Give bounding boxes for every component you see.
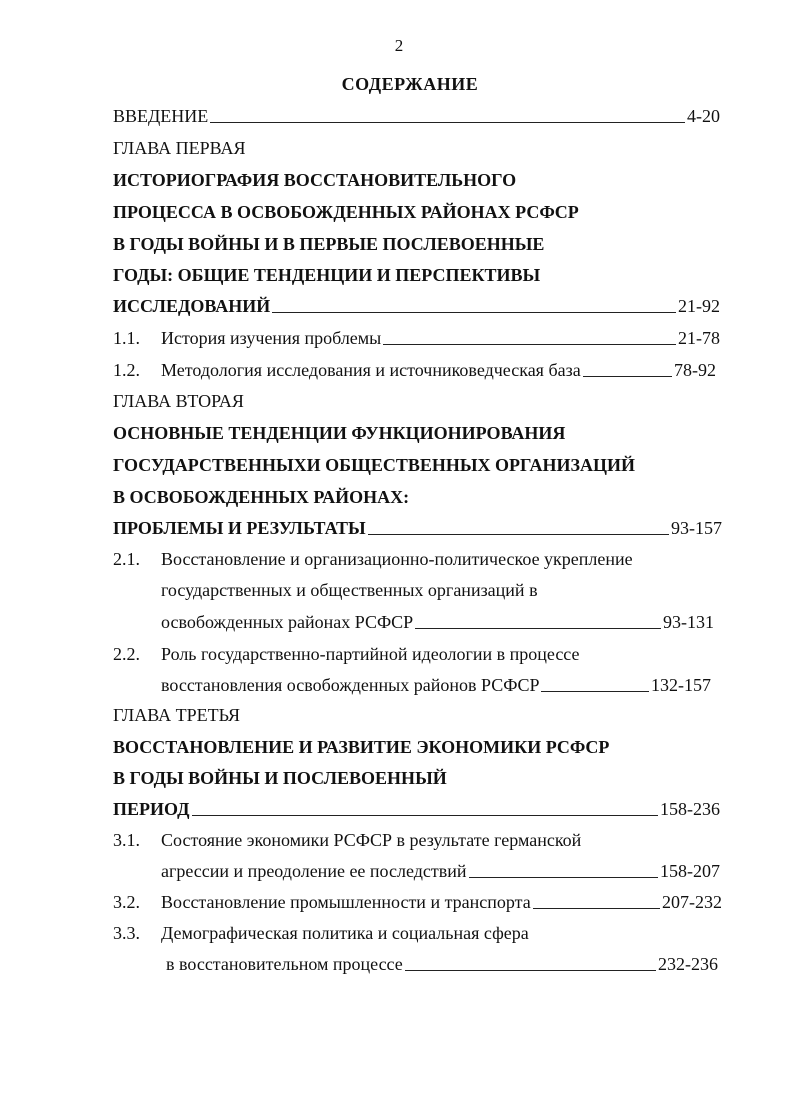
section-title: Восстановление промышленности и транспорта [161,892,531,912]
leader-line [192,814,659,816]
page-number: 2 [394,36,404,55]
section-title: в восстановительном процессе [166,954,403,974]
chapter-heading: ГЛАВА ВТОРАЯ [113,391,244,411]
chapter-title-line: ИСТОРИОГРАФИЯ ВОССТАНОВИТЕЛЬНОГО [113,170,517,190]
section-title: освобожденных районах РСФСР [161,612,414,632]
entry-label: ВВЕДЕНИЕ [113,106,209,126]
toc-entry-chapter3[interactable] [113,799,720,820]
toc-entry-chapter2[interactable] [113,518,722,539]
leader-line [533,907,660,909]
entry-pages: 232-236 [658,954,718,974]
leader-line [583,375,672,377]
toc-entry-section[interactable] [113,360,716,381]
section-title: Методология исследования и источниковедческая база [161,360,581,380]
entry-pages: 93-131 [663,612,714,632]
entry-pages: 21-78 [678,328,720,348]
toc-entry-section[interactable] [166,954,718,975]
section-title[interactable]: Демографическая политика и социальная сфера [161,923,529,943]
entry-pages: 158-236 [660,799,720,819]
chapter-title-line: ПРОЦЕССА В ОСВОБОЖДЕННЫХ РАЙОНАХ РСФСР [113,202,579,222]
chapter-title-line: В ГОДЫ ВОЙНЫ И В ПЕРВЫЕ ПОСЛЕВОЕННЫЕ [113,234,545,254]
section-title: агрессии и преодоление ее последствий [161,861,467,881]
chapter-heading: ГЛАВА ТРЕТЬЯ [113,705,241,725]
chapter-title-line: ОСНОВНЫЕ ТЕНДЕНЦИИ ФУНКЦИОНИРОВАНИЯ [113,423,566,443]
section-title: восстановления освобожденных районов РСФСР [161,675,540,695]
entry-pages: 21-92 [678,296,720,316]
toc-entry-section[interactable] [161,675,711,696]
chapter-title-line: ИССЛЕДОВАНИЙ [113,296,271,316]
toc-entry-intro[interactable] [113,106,720,127]
chapter-title-line: ВОССТАНОВЛЕНИЕ И РАЗВИТИЕ ЭКОНОМИКИ РСФСР [113,737,610,757]
section-number: 3.1. [113,830,140,850]
toc-entry-chapter1[interactable] [113,296,720,317]
entry-pages: 78-92 [674,360,716,380]
section-title[interactable]: Восстановление и организационно-политическое укрепление [161,549,633,569]
leader-line [469,876,659,878]
chapter-title-line: ГОДЫ: ОБЩИЕ ТЕНДЕНЦИИ И ПЕРСПЕКТИВЫ [113,265,541,285]
entry-pages: 93-157 [671,518,722,538]
section-number: 3.2. [113,892,140,912]
chapter-title-line: В ГОДЫ ВОЙНЫ И ПОСЛЕВОЕННЫЙ [113,768,447,788]
entry-pages: 158-207 [660,861,720,881]
chapter-title-line: ПЕРИОД [113,799,190,819]
section-number: 2.1. [113,549,140,569]
leader-line [210,121,685,123]
leader-line [272,311,676,313]
chapter-title-line: В ОСВОБОЖДЕННЫХ РАЙОНАХ: [113,487,410,507]
section-number: 1.1. [113,328,140,348]
section-number: 1.2. [113,360,140,380]
section-number: 2.2. [113,644,140,664]
toc-entry-section[interactable] [161,612,714,633]
toc-entry-section[interactable] [161,861,720,882]
toc-title: СОДЕРЖАНИЕ [341,74,479,94]
entry-pages: 4-20 [687,106,720,126]
leader-line [541,690,649,692]
section-title: История изучения проблемы [161,328,382,348]
entry-pages: 132-157 [651,675,711,695]
section-title[interactable]: Состояние экономики РСФСР в результате германской [161,830,582,850]
section-number: 3.3. [113,923,140,943]
toc-entry-section[interactable] [113,328,720,349]
chapter-title-line: ГОСУДАРСТВЕННЫХИ ОБЩЕСТВЕННЫХ ОРГАНИЗАЦИЙ [113,455,636,475]
chapter-title-line: ПРОБЛЕМЫ И РЕЗУЛЬТАТЫ [113,518,366,538]
leader-line [383,343,676,345]
entry-pages: 207-232 [662,892,722,912]
section-title[interactable]: Роль государственно-партийной идеологии в процессе [161,644,580,664]
section-title[interactable]: государственных и общественных организаций в [161,580,538,600]
chapter-heading: ГЛАВА ПЕРВАЯ [113,138,246,158]
leader-line [405,969,656,971]
leader-line [368,533,669,535]
toc-entry-section[interactable] [113,892,722,913]
leader-line [415,627,661,629]
